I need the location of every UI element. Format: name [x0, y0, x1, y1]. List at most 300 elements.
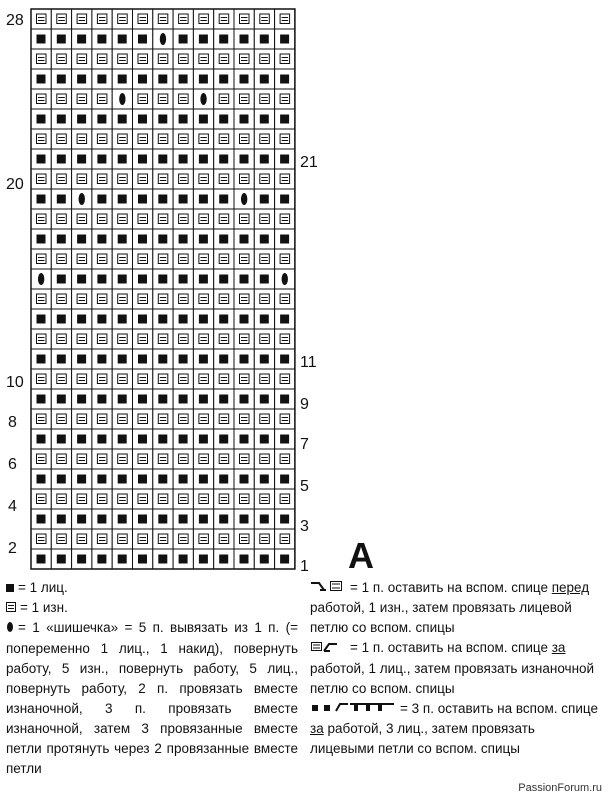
- chart-cell: [214, 129, 234, 149]
- chart-cell: [72, 289, 92, 309]
- knit-mark: [179, 275, 188, 284]
- chart-cell: [173, 49, 193, 69]
- knit-mark: [280, 315, 289, 324]
- chart-cell: [254, 129, 274, 149]
- chart-cell: [92, 129, 112, 149]
- knit-mark: [57, 275, 66, 284]
- chart-cell: [193, 129, 213, 149]
- knit-mark: [138, 195, 147, 204]
- knit-mark: [97, 555, 106, 564]
- chart-cell: [275, 49, 295, 69]
- chart-cell: [92, 409, 112, 429]
- knit-mark: [240, 155, 249, 164]
- chart-cell: [173, 129, 193, 149]
- chart-cell: [193, 209, 213, 229]
- chart-cell: [31, 249, 51, 269]
- legend-knit-text: = 1 лиц.: [18, 580, 68, 595]
- chart-cell: [214, 409, 234, 429]
- knit-mark: [260, 435, 269, 444]
- chart-cell: [254, 249, 274, 269]
- chart-cell: [51, 9, 71, 29]
- chart-cell: [214, 169, 234, 189]
- knit-mark: [199, 435, 208, 444]
- knit-mark: [138, 475, 147, 484]
- knit-mark: [260, 515, 269, 524]
- chart-cell: [214, 329, 234, 349]
- chart-cell: [133, 489, 153, 509]
- knit-mark: [199, 195, 208, 204]
- knit-mark: [138, 75, 147, 84]
- chart-cell: [193, 489, 213, 509]
- chart-cell: [31, 329, 51, 349]
- chart-cell: [193, 449, 213, 469]
- knit-mark: [179, 395, 188, 404]
- chart-cell: [275, 329, 295, 349]
- row-number-7: 7: [300, 436, 309, 453]
- chart-cell: [153, 449, 173, 469]
- chart-cell: [254, 169, 274, 189]
- knit-mark: [158, 555, 167, 564]
- chart-cell: [234, 409, 254, 429]
- knit-mark: [37, 435, 46, 444]
- chart-cell: [153, 529, 173, 549]
- chart-cell: [92, 329, 112, 349]
- knit-mark: [57, 355, 66, 364]
- knit-mark: [199, 115, 208, 124]
- chart-cell: [112, 529, 132, 549]
- knit-mark: [97, 195, 106, 204]
- chart-cell: [153, 169, 173, 189]
- chart-cell: [173, 529, 193, 549]
- chart-cell: [92, 49, 112, 69]
- knit-mark: [37, 515, 46, 524]
- chart-cell: [92, 529, 112, 549]
- chart-cell: [153, 129, 173, 149]
- chart-cell: [234, 529, 254, 549]
- knit-mark: [118, 475, 127, 484]
- legend-cross-back-prefix: = 1 п. оставить на вспом. спице: [350, 640, 548, 656]
- chart-cell: [173, 329, 193, 349]
- chart-cell: [112, 489, 132, 509]
- knit-mark: [240, 515, 249, 524]
- legend-purl-text: = 1 изн.: [20, 600, 68, 615]
- legend-cable: [310, 699, 602, 759]
- knit-mark: [280, 115, 289, 124]
- knit-mark: [37, 195, 46, 204]
- chart-cell: [214, 209, 234, 229]
- knit-mark: [199, 275, 208, 284]
- knit-mark: [260, 355, 269, 364]
- chart-cell: [31, 449, 51, 469]
- chart-cell: [112, 129, 132, 149]
- knit-mark: [219, 155, 228, 164]
- legend-bobble: [6, 618, 298, 778]
- legend-bobble-text: = 1 «шишечка» = 5 п. вывязать из 1 п. (= попеременно 1 лиц., 1 накид), повернуть работу, 5 изн., повернуть работу, 5 лиц., повернуть работу, 2 п. провязать вместе изнаночной, 3 п. провязать вместе изнаночной, затем 3 провязанные вместе петли протянуть через 2 провязанные вместе петли: [6, 620, 298, 776]
- knit-mark: [118, 155, 127, 164]
- knit-mark: [260, 395, 269, 404]
- chart-cell: [51, 369, 71, 389]
- knit-mark: [179, 435, 188, 444]
- chart-cell: [275, 489, 295, 509]
- chart-cell: [112, 369, 132, 389]
- knit-mark: [158, 195, 167, 204]
- chart-cell: [234, 49, 254, 69]
- knit-mark: [280, 475, 289, 484]
- legend-cross-back-underlined: за: [551, 640, 566, 656]
- chart-cell: [133, 529, 153, 549]
- chart-cell: [254, 9, 274, 29]
- knit-mark: [260, 115, 269, 124]
- chart-cell: [173, 89, 193, 109]
- chart-cell: [214, 249, 234, 269]
- cable-symbol-icon: [310, 699, 396, 719]
- knit-mark: [179, 195, 188, 204]
- knit-mark: [280, 355, 289, 364]
- legend-right: [310, 578, 602, 759]
- chart-cell: [72, 169, 92, 189]
- watermark: PassionForum.ru: [518, 782, 602, 794]
- knit-mark: [219, 75, 228, 84]
- knit-mark: [97, 395, 106, 404]
- knit-mark: [280, 555, 289, 564]
- knit-mark: [158, 475, 167, 484]
- knit-mark: [240, 275, 249, 284]
- chart-cell: [173, 249, 193, 269]
- chart-cell: [92, 289, 112, 309]
- chart-cell: [92, 89, 112, 109]
- bobble-mark: [79, 193, 85, 205]
- chart-cell: [31, 9, 51, 29]
- chart-cell: [133, 449, 153, 469]
- chart-cell: [275, 289, 295, 309]
- knit-mark: [240, 435, 249, 444]
- knit-mark: [199, 155, 208, 164]
- chart-cell: [214, 9, 234, 29]
- legend-knit: [6, 578, 298, 598]
- chart-cell: [173, 409, 193, 429]
- row-number-5: 5: [300, 478, 309, 495]
- chart-cell: [112, 409, 132, 429]
- knit-mark: [37, 235, 46, 244]
- chart-cell: [153, 89, 173, 109]
- knit-mark: [37, 35, 46, 44]
- chart-cell: [31, 489, 51, 509]
- chart-cell: [51, 289, 71, 309]
- row-number-11: 11: [300, 354, 317, 371]
- chart-cell: [92, 169, 112, 189]
- chart-cell: [275, 169, 295, 189]
- knit-mark: [179, 235, 188, 244]
- knit-mark: [57, 395, 66, 404]
- chart-cell: [31, 369, 51, 389]
- chart-cell: [214, 449, 234, 469]
- knit-mark: [158, 355, 167, 364]
- row-number-9: 9: [300, 396, 309, 413]
- chart-cell: [193, 369, 213, 389]
- bobble-symbol-icon: [6, 619, 14, 639]
- chart-cell: [31, 129, 51, 149]
- legend-cross-back-suffix: работой, 1 лиц., затем провязать изнаночной петлю со вспом. спицы: [310, 660, 595, 696]
- chart-cell: [153, 209, 173, 229]
- knit-mark: [199, 75, 208, 84]
- chart-cell: [72, 249, 92, 269]
- bobble-mark: [282, 273, 288, 285]
- knit-mark: [118, 275, 127, 284]
- chart-cell: [112, 169, 132, 189]
- chart-cell: [133, 329, 153, 349]
- chart-cell: [133, 129, 153, 149]
- chart-cell: [193, 49, 213, 69]
- chart-cell: [193, 409, 213, 429]
- knit-mark: [219, 275, 228, 284]
- legend-cross-front: [310, 578, 602, 638]
- knit-mark: [199, 355, 208, 364]
- cross-front-symbol-icon: [310, 578, 346, 598]
- chart-cell: [112, 329, 132, 349]
- chart-cell: [51, 529, 71, 549]
- bobble-mark: [119, 93, 125, 105]
- chart-cell: [133, 9, 153, 29]
- knit-mark: [57, 195, 66, 204]
- knit-mark: [37, 555, 46, 564]
- bobble-mark: [160, 33, 166, 45]
- chart-cell: [234, 89, 254, 109]
- knit-mark: [77, 515, 86, 524]
- knit-mark: [280, 515, 289, 524]
- chart-cell: [153, 329, 173, 349]
- chart-cell: [72, 209, 92, 229]
- chart-cell: [92, 209, 112, 229]
- knit-mark: [57, 475, 66, 484]
- knit-mark: [260, 75, 269, 84]
- chart-cell: [31, 89, 51, 109]
- knit-mark: [97, 435, 106, 444]
- chart-cell: [254, 409, 274, 429]
- knit-mark: [37, 355, 46, 364]
- knit-mark: [158, 275, 167, 284]
- knit-mark: [138, 35, 147, 44]
- knit-mark: [158, 155, 167, 164]
- knit-mark: [280, 155, 289, 164]
- chart-cell: [173, 209, 193, 229]
- chart-cell: [72, 89, 92, 109]
- chart-cell: [254, 49, 274, 69]
- knit-mark: [158, 435, 167, 444]
- chart-cell: [51, 409, 71, 429]
- knit-mark: [77, 315, 86, 324]
- knit-mark: [158, 75, 167, 84]
- knit-mark: [57, 235, 66, 244]
- knit-mark: [97, 355, 106, 364]
- chart-cell: [275, 89, 295, 109]
- knit-mark: [97, 515, 106, 524]
- knit-mark: [77, 475, 86, 484]
- knit-mark: [219, 515, 228, 524]
- knit-mark: [118, 395, 127, 404]
- chart-cell: [214, 289, 234, 309]
- knit-mark: [57, 315, 66, 324]
- knit-mark: [280, 195, 289, 204]
- chart-cell: [275, 529, 295, 549]
- knit-mark: [57, 515, 66, 524]
- knit-mark: [199, 515, 208, 524]
- knit-mark: [199, 315, 208, 324]
- row-number-4: 4: [8, 498, 17, 515]
- knit-mark: [179, 315, 188, 324]
- knit-mark: [77, 75, 86, 84]
- chart-cell: [254, 289, 274, 309]
- knit-mark: [118, 315, 127, 324]
- knit-mark: [240, 115, 249, 124]
- knit-mark: [77, 115, 86, 124]
- chart-cell: [234, 249, 254, 269]
- knit-mark: [179, 555, 188, 564]
- knit-mark: [179, 355, 188, 364]
- chart-cell: [72, 9, 92, 29]
- knit-mark: [57, 155, 66, 164]
- chart-cell: [72, 409, 92, 429]
- knit-mark: [158, 315, 167, 324]
- knit-mark: [118, 195, 127, 204]
- purl-symbol-icon: [6, 598, 16, 618]
- row-number-20: 20: [6, 176, 24, 193]
- knit-mark: [240, 75, 249, 84]
- knit-mark: [118, 435, 127, 444]
- knit-mark: [219, 395, 228, 404]
- knit-mark: [37, 75, 46, 84]
- chart-cell: [153, 289, 173, 309]
- legend-cross-front-suffix: работой, 1 изн., затем провязать лицевой петлю со вспом. спицы: [310, 600, 572, 636]
- knit-mark: [97, 275, 106, 284]
- legend-cable-prefix: = 3 п. оставить на вспом. спице: [400, 700, 598, 716]
- knit-mark: [37, 115, 46, 124]
- chart-cell: [72, 129, 92, 149]
- knit-mark: [199, 35, 208, 44]
- chart-cell: [31, 169, 51, 189]
- chart-cell: [92, 449, 112, 469]
- knit-mark: [260, 155, 269, 164]
- chart-cell: [193, 529, 213, 549]
- chart-cell: [254, 209, 274, 229]
- bobble-mark: [200, 93, 206, 105]
- chart-cell: [153, 49, 173, 69]
- legend-purl: [6, 598, 298, 618]
- knit-mark: [77, 355, 86, 364]
- chart-cell: [254, 369, 274, 389]
- chart-cell: [275, 9, 295, 29]
- chart-cell: [275, 409, 295, 429]
- chart-cell: [72, 449, 92, 469]
- knit-mark: [138, 515, 147, 524]
- knit-mark: [57, 35, 66, 44]
- chart-cell: [92, 249, 112, 269]
- knit-mark: [280, 75, 289, 84]
- chart-cell: [92, 369, 112, 389]
- knit-symbol-icon: [6, 584, 14, 592]
- chart-cell: [214, 89, 234, 109]
- knit-mark: [118, 35, 127, 44]
- chart-cell: [214, 489, 234, 509]
- row-number-6: 6: [8, 456, 17, 473]
- chart-cell: [92, 9, 112, 29]
- row-number-8: 8: [8, 414, 17, 431]
- row-number-3: 3: [300, 518, 309, 535]
- knit-mark: [77, 235, 86, 244]
- knit-mark: [240, 555, 249, 564]
- knit-mark: [57, 115, 66, 124]
- chart-cell: [133, 249, 153, 269]
- chart-cell: [153, 9, 173, 29]
- chart-cell: [173, 289, 193, 309]
- chart-cell: [72, 369, 92, 389]
- chart-cell: [254, 329, 274, 349]
- knit-mark: [280, 435, 289, 444]
- knit-mark: [260, 315, 269, 324]
- chart-cell: [112, 49, 132, 69]
- knit-mark: [138, 435, 147, 444]
- knit-mark: [77, 555, 86, 564]
- chart-cell: [193, 169, 213, 189]
- cross-back-symbol-icon: [310, 639, 346, 659]
- knit-mark: [240, 35, 249, 44]
- knit-mark: [158, 235, 167, 244]
- chart-cell: [234, 369, 254, 389]
- chart-cell: [193, 329, 213, 349]
- knit-mark: [138, 315, 147, 324]
- knit-mark: [158, 115, 167, 124]
- knit-mark: [37, 315, 46, 324]
- knit-mark: [118, 555, 127, 564]
- knit-mark: [77, 275, 86, 284]
- chart-cell: [153, 249, 173, 269]
- chart-cell: [133, 289, 153, 309]
- knit-mark: [138, 155, 147, 164]
- knit-mark: [37, 475, 46, 484]
- knit-mark: [97, 155, 106, 164]
- chart-cell: [31, 409, 51, 429]
- chart-cell: [193, 289, 213, 309]
- chart-cell: [72, 529, 92, 549]
- chart-cell: [193, 9, 213, 29]
- knit-mark: [77, 155, 86, 164]
- knit-mark: [280, 395, 289, 404]
- chart-cell: [234, 129, 254, 149]
- chart-cell: [31, 49, 51, 69]
- chart-cell: [133, 409, 153, 429]
- chart-cell: [214, 49, 234, 69]
- chart-cell: [173, 9, 193, 29]
- chart-cell: [193, 249, 213, 269]
- knit-mark: [260, 555, 269, 564]
- chart-cell: [254, 529, 274, 549]
- knit-mark: [219, 115, 228, 124]
- legend-cable-underlined: за: [310, 721, 324, 737]
- knit-mark: [260, 195, 269, 204]
- row-number-21: 21: [300, 154, 318, 171]
- knit-mark: [199, 395, 208, 404]
- chart-cell: [234, 489, 254, 509]
- knit-mark: [240, 355, 249, 364]
- knit-mark: [219, 35, 228, 44]
- chart-cell: [133, 169, 153, 189]
- legend-left: [6, 578, 298, 779]
- chart-cell: [173, 449, 193, 469]
- knit-mark: [118, 115, 127, 124]
- knit-mark: [219, 555, 228, 564]
- knit-mark: [97, 235, 106, 244]
- knit-mark: [118, 75, 127, 84]
- knit-mark: [37, 395, 46, 404]
